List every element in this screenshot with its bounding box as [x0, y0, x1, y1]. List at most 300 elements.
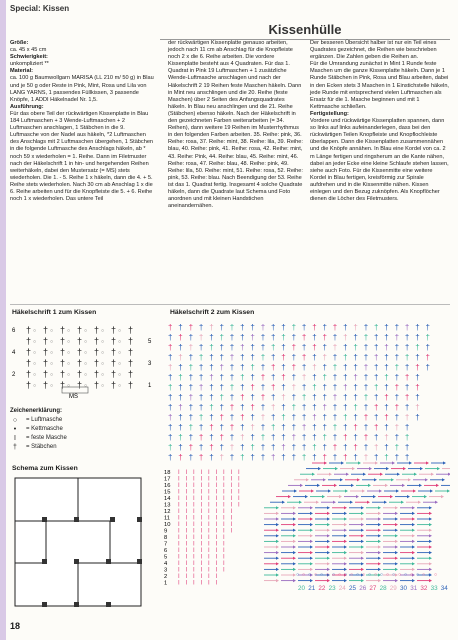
double-crochet-mark: †	[353, 423, 358, 432]
single-crochet-mark: I	[215, 483, 218, 489]
double-crochet-mark: †	[209, 373, 214, 382]
double-crochet-mark: †	[260, 363, 266, 372]
row-direction-arrow	[378, 523, 381, 526]
double-crochet-mark: †	[312, 453, 317, 462]
double-crochet-mark: †	[291, 403, 297, 412]
row-direction-arrow	[395, 579, 398, 582]
double-crochet-mark: †	[271, 403, 276, 412]
double-crochet-mark: †	[291, 413, 297, 422]
row-direction-arrow	[412, 529, 415, 532]
double-crochet-mark: †	[240, 323, 245, 332]
double-crochet-mark: †	[291, 453, 297, 462]
double-crochet-mark: †	[312, 363, 317, 372]
double-crochet-mark: †	[111, 369, 117, 379]
single-crochet-mark: I	[215, 489, 218, 496]
row-direction-arrow	[361, 551, 364, 554]
double-crochet-mark: †	[322, 393, 327, 402]
double-crochet-mark: †	[178, 323, 183, 332]
double-crochet-mark: †	[312, 423, 317, 432]
single-crochet-mark: I	[178, 496, 180, 502]
double-crochet-mark: †	[291, 443, 297, 452]
double-crochet-mark: †	[178, 433, 183, 442]
single-crochet-mark: I	[200, 574, 203, 580]
row-direction-arrow	[443, 461, 446, 464]
double-crochet-mark: †	[60, 380, 66, 390]
single-crochet-mark: I	[230, 502, 233, 509]
single-crochet-mark: I	[200, 541, 203, 548]
double-crochet-mark: †	[271, 353, 276, 362]
double-crochet-mark: †	[363, 443, 369, 452]
chart2-row-label: 18	[164, 470, 171, 476]
double-crochet-mark: †	[188, 323, 194, 332]
double-crochet-mark: †	[198, 373, 204, 382]
double-crochet-mark: †	[353, 443, 358, 452]
double-crochet-mark: †	[363, 393, 369, 402]
single-crochet-mark: I	[215, 515, 218, 522]
single-crochet-mark: I	[200, 509, 203, 515]
row-direction-arrow	[412, 506, 415, 509]
double-crochet-mark: †	[374, 413, 379, 422]
single-crochet-mark: I	[193, 535, 195, 541]
double-crochet-mark: †	[415, 413, 420, 422]
double-crochet-mark: †	[415, 323, 420, 332]
single-crochet-mark: I	[208, 535, 210, 541]
single-crochet-mark: I	[178, 574, 180, 580]
single-crochet-mark: I	[215, 502, 218, 509]
double-crochet-mark: †	[312, 393, 317, 402]
row-direction-arrow	[429, 506, 432, 509]
row-direction-arrow	[288, 495, 291, 498]
single-crochet-mark: I	[238, 502, 240, 509]
double-crochet-mark: †	[301, 343, 307, 352]
chain-mark: ○	[338, 572, 342, 578]
double-crochet-mark: †	[353, 403, 358, 412]
legend-label: = feste Masche	[26, 435, 67, 441]
double-crochet-mark: †	[209, 383, 214, 392]
row-direction-arrow	[344, 517, 347, 520]
row-direction-arrow	[316, 501, 319, 504]
single-crochet-mark: I	[200, 476, 203, 483]
section-divider	[10, 304, 450, 305]
double-crochet-mark: †	[384, 413, 389, 422]
double-crochet-mark: †	[271, 373, 276, 382]
single-crochet-mark: I	[193, 567, 195, 574]
row-direction-arrow	[397, 473, 400, 476]
double-crochet-mark: †	[425, 333, 430, 342]
double-crochet-mark: †	[43, 358, 49, 368]
row-direction-arrow	[361, 534, 364, 537]
double-crochet-mark: †	[394, 423, 400, 432]
single-crochet-mark: I	[193, 580, 195, 587]
single-crochet-mark: I	[238, 483, 240, 489]
chart2-col-label: 28	[379, 585, 387, 592]
double-crochet-mark: †	[281, 433, 286, 442]
double-crochet-mark: †	[281, 403, 286, 412]
double-crochet-mark: †	[229, 453, 235, 462]
row-direction-arrow	[327, 512, 330, 515]
row-direction-arrow	[395, 523, 398, 526]
row-direction-arrow	[361, 512, 364, 515]
chart2-row-label: 7	[164, 541, 168, 548]
chart2-row-label: 16	[164, 483, 171, 489]
double-crochet-mark: †	[291, 383, 297, 392]
double-crochet-mark: †	[312, 323, 317, 332]
double-crochet-mark: †	[128, 347, 134, 357]
double-crochet-mark: †	[229, 383, 235, 392]
double-crochet-mark: †	[43, 347, 49, 357]
double-crochet-mark: †	[363, 373, 369, 382]
single-crochet-mark: I	[215, 567, 218, 574]
double-crochet-mark: †	[260, 453, 266, 462]
chain-mark: ○	[404, 572, 408, 578]
double-crochet-mark: †	[312, 353, 317, 362]
double-crochet-mark: †	[219, 403, 224, 412]
row-direction-arrow	[361, 557, 364, 560]
double-crochet-mark: †	[301, 433, 307, 442]
double-crochet-mark: †	[374, 343, 379, 352]
double-crochet-mark: †	[281, 453, 286, 462]
double-crochet-mark: †	[77, 380, 83, 390]
single-crochet-mark: I	[185, 561, 188, 567]
chart2-row-label: 4	[164, 561, 168, 567]
double-crochet-mark: †	[332, 323, 338, 332]
double-crochet-mark: †	[301, 403, 307, 412]
schema-square-marker	[106, 602, 111, 607]
double-crochet-mark: †	[188, 353, 194, 362]
row-direction-arrow	[293, 506, 296, 509]
single-crochet-mark: I	[208, 502, 210, 509]
schema-square-marker	[137, 559, 142, 564]
double-crochet-mark: †	[250, 383, 255, 392]
row-direction-arrow	[293, 545, 296, 548]
double-crochet-mark: †	[168, 363, 173, 372]
row-direction-arrow	[335, 467, 338, 470]
double-crochet-mark: †	[301, 393, 307, 402]
double-crochet-mark: †	[178, 383, 183, 392]
single-crochet-mark: I	[223, 561, 225, 567]
double-crochet-mark: †	[343, 413, 348, 422]
row-direction-arrow	[276, 562, 279, 565]
double-crochet-mark: †	[198, 433, 204, 442]
double-crochet-mark: †	[188, 443, 194, 452]
double-crochet-mark: †	[404, 453, 410, 462]
double-crochet-mark: †	[77, 369, 83, 379]
row-direction-arrow	[378, 545, 381, 548]
row-direction-arrow	[409, 461, 412, 464]
row-direction-arrow	[385, 484, 388, 487]
row-direction-arrow	[310, 551, 313, 554]
row-direction-arrow	[344, 562, 347, 565]
single-crochet-mark: I	[223, 528, 225, 535]
single-crochet-mark: I	[208, 561, 210, 567]
chain-mark: ○	[118, 383, 122, 389]
double-crochet-mark: †	[60, 369, 66, 379]
single-crochet-mark: I	[215, 509, 218, 515]
double-crochet-mark: †	[404, 433, 410, 442]
double-crochet-mark: †	[384, 403, 389, 412]
double-crochet-mark: †	[77, 336, 83, 346]
double-crochet-mark: †	[384, 353, 389, 362]
row-direction-arrow	[378, 557, 381, 560]
double-crochet-mark: †	[229, 393, 235, 402]
row-direction-arrow	[282, 501, 285, 504]
row-direction-arrow	[395, 517, 398, 520]
chart1-row-label: 6	[12, 328, 16, 334]
chain-mark: ○	[302, 572, 306, 578]
row-direction-arrow	[327, 557, 330, 560]
row-direction-arrow	[395, 534, 398, 537]
chart1-row-label: 1	[148, 383, 152, 389]
row-direction-arrow	[429, 523, 432, 526]
row-direction-arrow	[378, 534, 381, 537]
double-crochet-mark: †	[332, 383, 338, 392]
chain-mark: ○	[422, 572, 426, 578]
single-crochet-mark: I	[193, 483, 195, 489]
row-direction-arrow	[395, 506, 398, 509]
double-crochet-mark: †	[209, 423, 214, 432]
single-crochet-mark: I	[230, 496, 233, 502]
row-direction-arrow	[346, 473, 349, 476]
double-crochet-mark: †	[209, 323, 214, 332]
double-crochet-mark: †	[353, 433, 358, 442]
double-crochet-mark: †	[240, 413, 245, 422]
single-crochet-mark: I	[200, 561, 203, 567]
chain-mark: ○	[380, 572, 384, 578]
single-crochet-mark: I	[185, 502, 188, 509]
double-crochet-mark: †	[43, 336, 49, 346]
single-crochet-mark: I	[223, 489, 225, 496]
double-crochet-mark: †	[271, 413, 276, 422]
row-direction-arrow	[322, 495, 325, 498]
single-crochet-mark: I	[185, 554, 188, 561]
row-direction-arrow	[276, 529, 279, 532]
double-crochet-mark: †	[60, 336, 66, 346]
paragraph: Vordere und rückwärtige Kissenplatten spannen, dann so links auf links aufeinanderlegen, dass bei den rückwärtigen Teilen Knopfleiste und Knopflochleiste überlappen. Dann die Kissenplatten zusammennähen und die Knöpfe annähen. In Blau eine Kordel von ca. 2 m Länge fertigen und ringsherum an die Kante nähen, dabei an jeder Ecke eine kleine Schlaufe stehen lassen, siehe auch Foto. Für die Kissenmitte eine weitere Kordel in Blau fertigen, kreisförmig zur Spirale aufdrehen und in die Kissenmitte nähen. Kissen einlegen und den Bezug zuknöpfen. Als Knopflöcher dienen die Löcher des Filetmusters.	[310, 118, 449, 203]
legend-item	[10, 425, 160, 434]
double-crochet-mark: †	[209, 393, 214, 402]
double-crochet-mark: †	[260, 353, 266, 362]
double-crochet-mark: †	[178, 333, 183, 342]
double-crochet-mark: †	[128, 325, 134, 335]
single-crochet-mark: I	[223, 483, 225, 489]
double-crochet-mark: †	[198, 383, 204, 392]
schema-square-marker	[42, 517, 47, 522]
double-crochet-mark: †	[94, 336, 100, 346]
double-crochet-mark: †	[168, 403, 173, 412]
double-crochet-mark: †	[188, 343, 194, 352]
subheading: Material:	[10, 68, 34, 75]
double-crochet-mark: †	[209, 403, 214, 412]
single-crochet-mark: I	[185, 535, 188, 541]
double-crochet-mark: †	[178, 343, 183, 352]
double-crochet-mark: †	[240, 353, 245, 362]
chain-mark: ○	[356, 572, 360, 578]
row-direction-arrow	[378, 529, 381, 532]
legend	[10, 407, 160, 452]
single-crochet-mark: I	[215, 470, 218, 476]
single-crochet-mark: I	[223, 509, 225, 515]
single-crochet-mark: I	[185, 483, 188, 489]
row-direction-arrow	[339, 495, 342, 498]
double-crochet-mark: †	[363, 333, 369, 342]
double-crochet-mark: †	[219, 363, 224, 372]
double-crochet-mark: †	[404, 393, 410, 402]
double-crochet-mark: †	[363, 343, 369, 352]
double-crochet-mark: †	[60, 325, 66, 335]
row-direction-arrow	[424, 495, 427, 498]
single-crochet-mark: I	[200, 580, 203, 587]
chart2-col-label: 29	[389, 585, 397, 592]
single-crochet-mark: I	[178, 502, 180, 509]
row-direction-arrow	[395, 551, 398, 554]
double-crochet-mark: †	[353, 343, 358, 352]
row-direction-arrow	[374, 478, 377, 481]
single-crochet-mark: I	[215, 580, 218, 587]
double-crochet-mark: †	[353, 453, 358, 462]
row-direction-arrow	[429, 534, 432, 537]
row-direction-arrow	[328, 489, 331, 492]
row-direction-arrow	[310, 523, 313, 526]
row-direction-arrow	[363, 473, 366, 476]
row-direction-arrow	[429, 579, 432, 582]
chain-mark: ○	[67, 350, 71, 356]
double-crochet-mark: †	[353, 333, 358, 342]
single-crochet-mark: I	[193, 476, 195, 483]
double-crochet-mark: †	[404, 353, 410, 362]
double-crochet-mark: †	[291, 373, 297, 382]
single-crochet-mark: I	[200, 554, 203, 561]
row-direction-arrow	[395, 562, 398, 565]
single-crochet-mark: I	[223, 541, 225, 548]
row-direction-arrow	[317, 484, 320, 487]
double-crochet-mark: †	[250, 423, 255, 432]
single-crochet-mark: I	[193, 489, 195, 496]
single-crochet-mark: I	[223, 567, 225, 574]
row-direction-arrow	[310, 579, 313, 582]
double-crochet-mark: †	[250, 453, 255, 462]
double-crochet-mark: †	[322, 433, 327, 442]
double-crochet-mark: †	[374, 423, 379, 432]
double-crochet-mark: †	[404, 343, 410, 352]
double-crochet-mark: †	[271, 423, 276, 432]
double-crochet-mark: †	[178, 363, 183, 372]
double-crochet-mark: †	[128, 336, 134, 346]
double-crochet-mark: †	[219, 443, 224, 452]
single-crochet-mark: I	[215, 561, 218, 567]
double-crochet-mark: †	[281, 423, 286, 432]
single-crochet-mark: I	[200, 470, 203, 476]
single-crochet-mark: I	[215, 554, 218, 561]
double-crochet-mark: †	[404, 363, 410, 372]
double-crochet-mark: †	[374, 333, 379, 342]
double-crochet-mark: †	[250, 373, 255, 382]
single-crochet-mark: I	[185, 489, 188, 496]
row-direction-arrow	[344, 529, 347, 532]
double-crochet-mark: †	[312, 413, 317, 422]
paragraph: Für die Umrandung zunächst in Mint 1 Runde feste Maschen um die ganze Kissenplatte häkeln. Dann je 1 Runde Stäbchen in Pink, Rosa und Blau arbeiten, dabei in den Ecken stets 3 Maschen in 1 Einstichstelle häkeln, jede Runde mit entsprechend vielen Luftmaschen als Ersatz für die 1. Masche beginnen und mit 1 Kettmasche schließen.	[310, 61, 449, 110]
chain-mark: ○	[101, 361, 105, 367]
single-crochet-mark: I	[215, 541, 218, 548]
single-crochet-mark: I	[223, 522, 225, 528]
double-crochet-mark: †	[250, 343, 255, 352]
row-direction-arrow	[300, 484, 303, 487]
double-crochet-mark: †	[271, 343, 276, 352]
double-crochet-mark: †	[374, 383, 379, 392]
double-crochet-mark: †	[198, 413, 204, 422]
double-crochet-mark: †	[178, 413, 183, 422]
row-direction-arrow	[310, 540, 313, 543]
assembly-schema	[14, 477, 144, 609]
chain-mark: ○	[33, 383, 37, 389]
double-crochet-mark: †	[178, 373, 183, 382]
double-crochet-mark: †	[374, 373, 379, 382]
row-direction-arrow	[327, 540, 330, 543]
double-crochet-mark: †	[111, 380, 117, 390]
double-crochet-mark: †	[260, 373, 266, 382]
single-crochet-mark: I	[178, 483, 180, 489]
double-crochet-mark: †	[281, 363, 286, 372]
double-crochet-mark: †	[312, 443, 317, 452]
text-column-2	[168, 40, 304, 210]
paragraph: der rückwärtigen Kissenplatte genauso arbeiten, jedoch nach 11 cm ab Anschlag für die Knopfleiste noch 2 x die 6. Reihe arbeiten. Die vordere Kissenplatte besteht aus 4 Quadraten. Für das 1. Quadrat in Pink 19 Luftmaschen + 1 zusätzliche Wende-Luftmasche anschlagen und nach der Häkelschrift 2 19 Reihen feste Maschen häkeln. Dann in Mint neu anschlingen und die 20. Reihe (feste Maschen) über 2 Seiten des Anfangsquadrates häkeln. In Blau neu anschlingen und die 21. Reihe (Stäbchen) ebenso häkeln. Nach der Häkelschrift in den gezeichneten Farben weiterarbeiten (= 34. Reihen), dann weitere 19 Reihen im Musterrhythmus in den folgenden Farben arbeiten. 35. Reihe: pink, 36. Reihe: rosa, 37. Reihe: mint, 38. Reihe: lila, 39. Reihe: blau, 40. Reihe: pink, 41. Reihe: rosa, 42. Reihe: mint, 43. Reihe: Pink, 44. Reihe: blau, 45. Reihe: mint, 46. Reihe: rosa, 47. Reihe: blau, 48. Reihe: pink, 49. Reihe: lila, 50. Reihe: mint, 51. Reihe: rosa, 52. Reihe: pink, 53. Reihe: blau. Nach Beendigung der 53. Reihe ist das 1. Quadrat fertig. Insgesamt 4 solche Quadrate häkeln, dann die Quadrate laut Schema und Foto anordnen und mit kleinen Handstichen aneinandernähen.	[168, 40, 303, 210]
single-crochet-mark: I	[230, 515, 233, 522]
double-crochet-mark: †	[240, 403, 245, 412]
chain-mark: ○	[101, 339, 105, 345]
row-direction-arrow	[310, 557, 313, 560]
chart2-col-label: 26	[359, 585, 367, 592]
row-direction-arrow	[413, 489, 416, 492]
double-crochet-mark: †	[425, 363, 430, 372]
double-crochet-mark: †	[94, 358, 100, 368]
single-crochet-mark: I	[193, 502, 195, 509]
chart1-row-label: 5	[148, 339, 152, 345]
double-crochet-mark: †	[404, 443, 410, 452]
chain-mark: ○	[118, 339, 122, 345]
double-crochet-mark: †	[178, 423, 183, 432]
single-crochet-mark: I	[200, 528, 203, 535]
row-direction-arrow	[327, 529, 330, 532]
row-direction-arrow	[276, 540, 279, 543]
row-direction-arrow	[293, 562, 296, 565]
chart1-row-label: 2	[12, 372, 16, 378]
row-direction-arrow	[403, 467, 406, 470]
double-crochet-mark: †	[178, 393, 183, 402]
row-direction-arrow	[402, 484, 405, 487]
double-crochet-mark: †	[353, 413, 358, 422]
chain-mark: ○	[33, 339, 37, 345]
double-crochet-mark: †	[363, 423, 369, 432]
double-crochet-mark: †	[240, 453, 245, 462]
schema-title: Schema zum Kissen	[12, 465, 78, 472]
double-crochet-mark: †	[188, 373, 194, 382]
double-crochet-mark: †	[332, 353, 338, 362]
row-direction-arrow	[412, 568, 415, 571]
double-crochet-mark: †	[353, 323, 358, 332]
chart2-row-label: 17	[164, 476, 171, 483]
subheading: Ausführung:	[10, 103, 44, 110]
row-direction-arrow	[414, 473, 417, 476]
double-crochet-mark: †	[343, 363, 348, 372]
double-crochet-mark: †	[26, 358, 32, 368]
double-crochet-mark: †	[219, 343, 224, 352]
double-crochet-mark: †	[363, 353, 369, 362]
row-direction-arrow	[368, 484, 371, 487]
double-crochet-mark: †	[322, 323, 327, 332]
row-direction-arrow	[344, 512, 347, 515]
row-direction-arrow	[396, 489, 399, 492]
double-crochet-mark: †	[94, 380, 100, 390]
single-crochet-mark: I	[193, 522, 195, 528]
